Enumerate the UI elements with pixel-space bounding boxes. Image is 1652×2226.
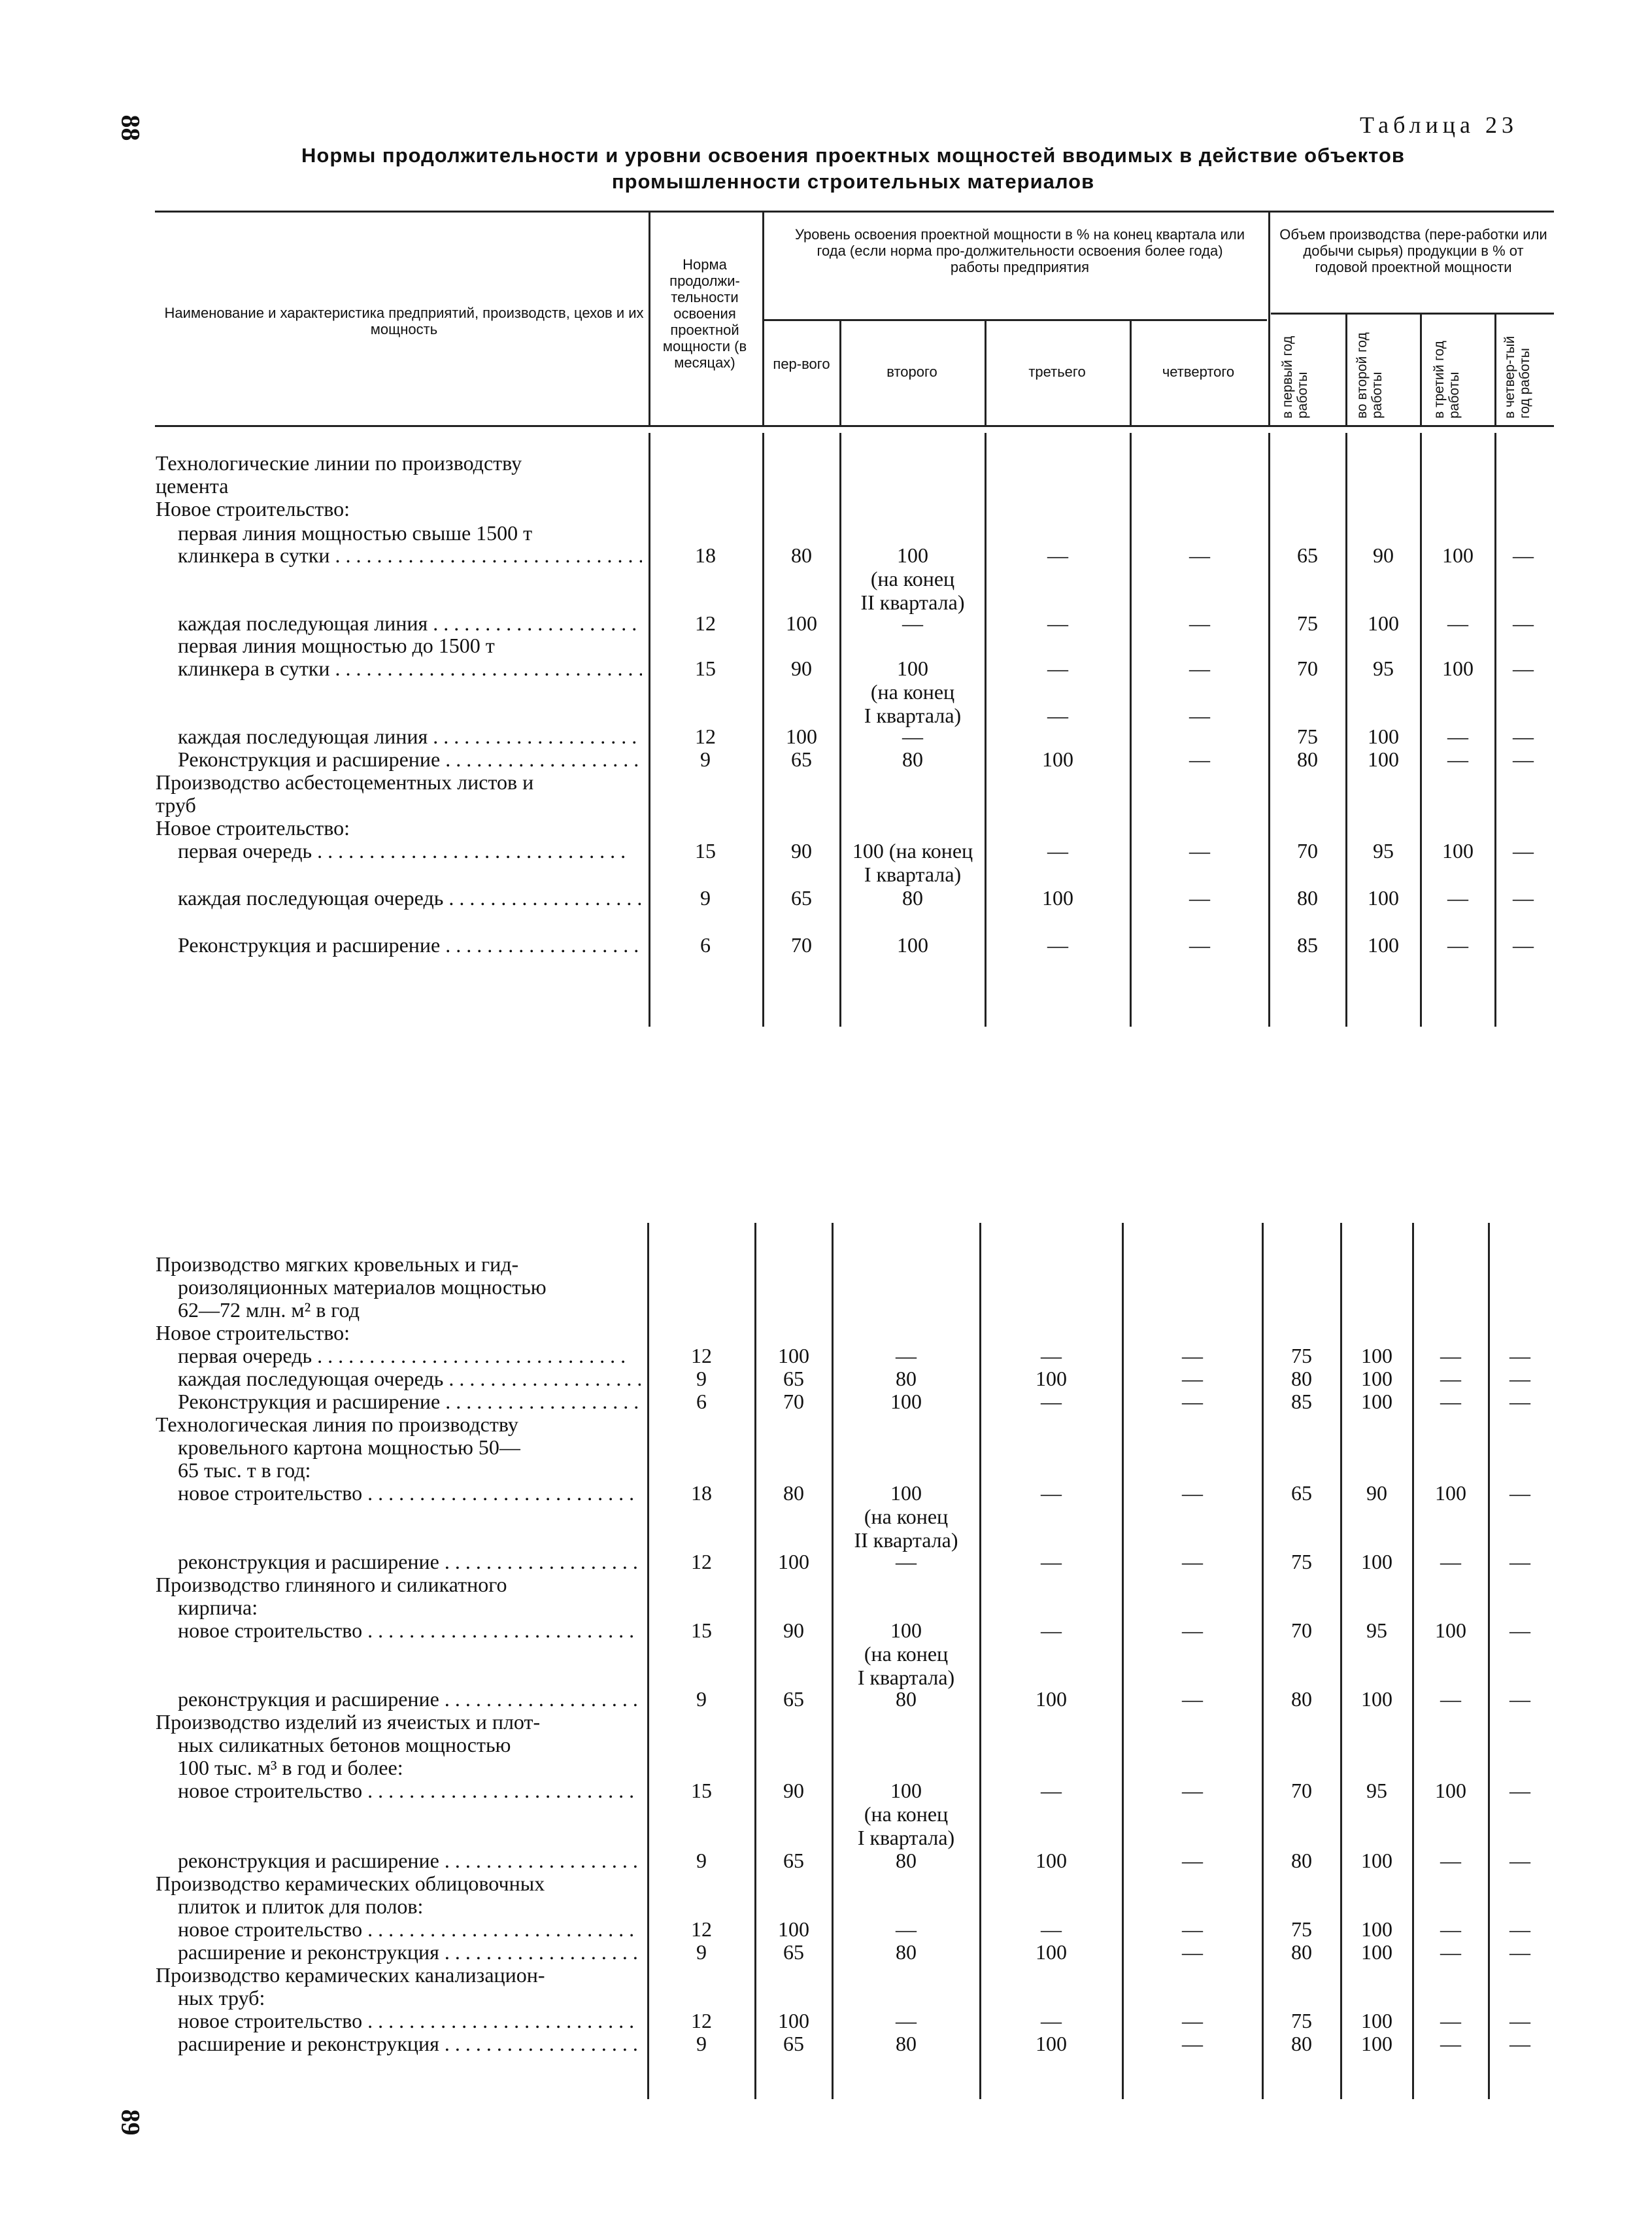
cell-dur: 9 — [700, 886, 711, 910]
cell-v3: 100 — [1442, 657, 1474, 680]
row-name: первая очередь . . . — [178, 1344, 641, 1367]
cell-c1: 100 — [778, 1917, 809, 1941]
cell-v1: 80 — [1291, 1367, 1312, 1390]
cell-dur: 9 — [696, 1367, 707, 1390]
cell-dur: 6 — [696, 1390, 707, 1413]
cell-c3: 100 — [1042, 747, 1073, 771]
cell-v4: — — [1509, 1367, 1530, 1390]
cell-v3: — — [1447, 933, 1468, 957]
cell-dur: 15 — [695, 657, 716, 680]
cell-c3: 100 — [1036, 1367, 1067, 1390]
cell-v2: 100 — [1368, 886, 1399, 910]
cell-c2: 80 — [896, 1940, 917, 1964]
cell-c3: 100 — [1036, 2032, 1067, 2055]
row-name: кровельного картона мощностью 50— — [178, 1435, 520, 1459]
cell-v2: 95 — [1373, 657, 1394, 680]
table-row — [0, 793, 1652, 819]
cell-c2: 80 — [902, 747, 923, 771]
cell-v3: — — [1440, 1849, 1461, 1872]
table-row — [0, 1550, 1652, 1576]
table-row — [0, 1390, 1652, 1416]
cell-v1: 80 — [1291, 1687, 1312, 1711]
cell-c2: — — [896, 1917, 917, 1941]
header-volume-group: Объем производства (пере-работки или добычи сырья) продукции в % от годовой проектной мощности — [1279, 226, 1547, 275]
cell-c3: — — [1041, 1779, 1062, 1802]
cell-v4: — — [1509, 1390, 1530, 1413]
cell-v1: 70 — [1291, 1618, 1312, 1642]
row-name: реконструкция и расширение . . . — [178, 1550, 641, 1573]
cell-c1: 65 — [783, 1367, 804, 1390]
row-name: Технологические линии по производству — [156, 451, 522, 475]
row-name: цемента — [156, 474, 229, 498]
cell-v2: 100 — [1361, 1550, 1392, 1573]
header-third: третьего — [1028, 364, 1086, 380]
cell-c3: — — [1041, 1618, 1062, 1642]
table-row — [0, 1413, 1652, 1439]
table-row — [0, 1733, 1652, 1759]
cell-c2: 80 — [896, 1849, 917, 1872]
cell-c3: 100 — [1036, 1849, 1067, 1872]
cell-v4: — — [1513, 543, 1534, 567]
cell-v4: — — [1509, 1344, 1530, 1367]
table-row — [0, 451, 1652, 477]
cell-dur: 18 — [691, 1481, 712, 1505]
cell-v2: 100 — [1368, 747, 1399, 771]
cell-dur: 9 — [696, 1849, 707, 1872]
table-row — [0, 886, 1652, 912]
cell-c3: — — [1047, 839, 1068, 863]
header-second: второго — [886, 364, 937, 380]
cell-c2: 100 — [897, 933, 928, 957]
cell-v1: 75 — [1291, 1550, 1312, 1573]
table-row — [0, 474, 1652, 500]
cell-v3: 100 — [1435, 1618, 1466, 1642]
cell-c3: — — [1047, 543, 1068, 567]
cell-c2: 100 — [890, 1390, 922, 1413]
row-name: Производство глиняного и силикатного — [156, 1573, 507, 1596]
cell-v1: 85 — [1297, 933, 1318, 957]
row-name: первая очередь . . . — [178, 839, 642, 863]
cell-v4: — — [1513, 839, 1534, 863]
table-row — [0, 657, 1652, 727]
row-name: клинкера в сутки . . . — [178, 657, 642, 680]
cell-dur: 12 — [691, 2009, 712, 2032]
row-name: новое строительство . . . — [178, 2009, 641, 2032]
cell-c4: — — [1182, 1940, 1203, 1964]
header-first: пер-вого — [773, 356, 830, 372]
header-bottom-rule — [155, 425, 1554, 427]
cell-v1: 75 — [1291, 1917, 1312, 1941]
table-row — [0, 1894, 1652, 1921]
cell-c1: 70 — [791, 933, 812, 957]
table-row — [0, 1596, 1652, 1622]
table-row — [0, 1963, 1652, 1989]
cell-c4: — — [1182, 1344, 1203, 1367]
cell-c1: 80 — [783, 1481, 804, 1505]
cell-v2: 100 — [1368, 933, 1399, 957]
cell-v4: — — [1509, 2009, 1530, 2032]
cell-v4: — — [1509, 1550, 1530, 1573]
cell-dur: 9 — [696, 1940, 707, 1964]
cell-v1: 80 — [1291, 1849, 1312, 1872]
cell-c4: — — [1182, 1849, 1203, 1872]
cell-c4: — — [1189, 611, 1210, 635]
cell-c4: — — [1182, 1917, 1203, 1941]
cell-v2: 100 — [1361, 1367, 1392, 1390]
table-row — [0, 1252, 1652, 1278]
cell-v3: — — [1440, 1917, 1461, 1941]
header-year1: в первый год работы — [1280, 335, 1310, 419]
table-row — [0, 497, 1652, 523]
cell-v1: 80 — [1291, 2032, 1312, 2055]
cell-c1: 80 — [791, 543, 812, 567]
cell-c4: — — [1182, 1481, 1203, 1505]
cell-v2: 100 — [1361, 2032, 1392, 2055]
cell-c1: 90 — [791, 657, 812, 680]
cell-c4: — — [1182, 1687, 1203, 1711]
cell-v2: 100 — [1361, 1849, 1392, 1872]
table-row — [0, 1849, 1652, 1875]
page-number-bottom: 89 — [116, 2109, 146, 2136]
cell-v2: 95 — [1373, 839, 1394, 863]
cell-c1: 90 — [791, 839, 812, 863]
header-name: Наименование и характеристика предприятий, производств, цехов и их мощность — [164, 305, 644, 337]
cell-c2: 100 (на конец I квартала) — [852, 839, 973, 886]
table-row — [0, 1275, 1652, 1301]
cell-v4: — — [1509, 2032, 1530, 2055]
cell-v1: 85 — [1291, 1390, 1312, 1413]
cell-dur: 12 — [691, 1344, 712, 1367]
table-row — [0, 1618, 1652, 1689]
cell-c1: 65 — [783, 2032, 804, 2055]
cell-dur: 12 — [695, 611, 716, 635]
table-row — [0, 1367, 1652, 1393]
cell-dur: 6 — [700, 933, 711, 957]
cell-v3: — — [1440, 1390, 1461, 1413]
cell-c3: — — [1041, 1390, 1062, 1413]
header-year2: во второй год работы — [1355, 332, 1385, 419]
cell-v2: 100 — [1361, 1940, 1392, 1964]
header-mid-rule-right — [1271, 313, 1554, 315]
row-name: Производство керамических облицовочных — [156, 1872, 545, 1895]
row-name: реконструкция и расширение . . . — [178, 1687, 641, 1711]
row-name: клинкера в сутки . . . — [178, 543, 642, 567]
cell-c3: — — [1041, 1550, 1062, 1573]
table-row — [0, 2032, 1652, 2058]
cell-v1: 70 — [1297, 839, 1318, 863]
table-label: Таблица 23 — [1360, 112, 1518, 138]
table-row — [0, 2009, 1652, 2035]
table-title: Нормы продолжительности и уровни освоения проектных мощностей вводимых в действие объектов промышленности строительных материалов — [301, 144, 1405, 193]
cell-v4: — — [1509, 1481, 1530, 1505]
cell-v1: 65 — [1291, 1481, 1312, 1505]
row-name: первая линия мощностью свыше 1500 т — [178, 521, 533, 545]
row-name: труб — [156, 793, 196, 817]
cell-c4: — — [1189, 933, 1210, 957]
cell-v3: — — [1440, 1550, 1461, 1573]
cell-c3: 100 — [1036, 1687, 1067, 1711]
cell-c1: 65 — [791, 747, 812, 771]
cell-c3: — — [1041, 2009, 1062, 2032]
row-name: новое строительство . . . — [178, 1618, 641, 1642]
cell-c4: — — [1189, 747, 1210, 771]
cell-c3: 100 — [1042, 886, 1073, 910]
cell-c2: 100 (на конец II квартала) — [860, 543, 965, 614]
row-name: ных труб: — [178, 1986, 265, 2010]
cell-v3: — — [1440, 1687, 1461, 1711]
cell-c4: — — [1189, 886, 1210, 910]
header-top-rule — [155, 211, 1554, 213]
row-name: новое строительство . . . — [178, 1779, 641, 1802]
table-row — [0, 1573, 1652, 1599]
row-name: Производство керамических канализацион- — [156, 1963, 545, 1987]
cell-v3: 100 — [1435, 1481, 1466, 1505]
cell-c2: 80 — [896, 1367, 917, 1390]
cell-c2: — — [896, 1344, 917, 1367]
table-row — [0, 933, 1652, 959]
cell-c1: 90 — [783, 1618, 804, 1642]
row-name: реконструкция и расширение . . . — [178, 1849, 641, 1872]
cell-v2: 90 — [1373, 543, 1394, 567]
cell-v4: — — [1513, 725, 1534, 748]
row-name: расширение и реконструкция . . . — [178, 1940, 641, 1964]
cell-c4: — — [1189, 839, 1210, 863]
cell-c3: — — [1041, 1344, 1062, 1367]
table-row — [0, 1756, 1652, 1782]
cell-c4: — — [1182, 1367, 1203, 1390]
cell-c4: — — [1189, 543, 1210, 567]
cell-c1: 90 — [783, 1779, 804, 1802]
cell-c2: 80 — [896, 1687, 917, 1711]
cell-dur: 18 — [695, 543, 716, 567]
cell-v1: 65 — [1297, 543, 1318, 567]
cell-dur: 15 — [695, 839, 716, 863]
cell-dur: 9 — [696, 2032, 707, 2055]
cell-v1: 80 — [1291, 1940, 1312, 1964]
table-row — [0, 1779, 1652, 1849]
cell-dur: 9 — [696, 1687, 707, 1711]
table-row — [0, 816, 1652, 842]
row-name: плиток и плиток для полов: — [178, 1894, 424, 1918]
cell-c3: 100 — [1036, 1940, 1067, 1964]
cell-v4: — — [1509, 1940, 1530, 1964]
row-name: первая линия мощностью до 1500 т — [178, 634, 495, 657]
row-name: ных силикатных бетонов мощностью — [178, 1733, 511, 1756]
row-name: 62—72 млн. м² в год — [178, 1298, 360, 1322]
header-fourth: четвертого — [1162, 364, 1235, 380]
row-name: 65 тыс. т в год: — [178, 1458, 311, 1482]
cell-c3: — — [1041, 1481, 1062, 1505]
cell-v3: — — [1440, 2009, 1461, 2032]
cell-v1: 75 — [1297, 611, 1318, 635]
cell-c1: 65 — [791, 886, 812, 910]
page-number-top: 88 — [116, 114, 146, 141]
cell-c1: 100 — [778, 1550, 809, 1573]
cell-v3: — — [1447, 725, 1468, 748]
cell-c3: — — — [1047, 657, 1068, 727]
table-row — [0, 1872, 1652, 1898]
cell-dur: 12 — [691, 1550, 712, 1573]
cell-v1: 75 — [1291, 2009, 1312, 2032]
cell-c1: 100 — [778, 2009, 809, 2032]
row-name: Производство мягких кровельных и гид- — [156, 1252, 519, 1276]
cell-c2: 100 (на конец I квартала) — [857, 1618, 955, 1689]
cell-c1: 70 — [783, 1390, 804, 1413]
row-name: каждая последующая очередь . . . — [178, 886, 642, 910]
table-row — [0, 1481, 1652, 1552]
header-duration: Норма продолжи-тельности освоения проектной мощности (в месяцах) — [662, 256, 747, 371]
header-year4: в четвер-тый год работы — [1502, 335, 1532, 419]
cell-dur: 15 — [691, 1779, 712, 1802]
table-row — [0, 1687, 1652, 1713]
cell-v1: 70 — [1291, 1779, 1312, 1802]
cell-v2: 100 — [1361, 2009, 1392, 2032]
cell-c2: 80 — [896, 2032, 917, 2055]
cell-c4: — — [1182, 1779, 1203, 1802]
row-name: 100 тыс. м³ в год и более: — [178, 1756, 403, 1779]
cell-c1: 100 — [786, 611, 817, 635]
cell-v4: — — [1509, 1618, 1530, 1642]
table-row — [0, 1321, 1652, 1347]
cell-c3: — — [1047, 611, 1068, 635]
cell-c2: 80 — [902, 886, 923, 910]
cell-v4: — — [1513, 747, 1534, 771]
row-name: каждая последующая очередь . . . — [178, 1367, 641, 1390]
cell-v2: 95 — [1366, 1779, 1387, 1802]
cell-v3: — — [1440, 1367, 1461, 1390]
cell-c4: — — [1182, 1550, 1203, 1573]
cell-v2: 100 — [1361, 1344, 1392, 1367]
row-name: новое строительство . . . — [178, 1481, 641, 1505]
cell-v2: 90 — [1366, 1481, 1387, 1505]
row-name: расширение и реконструкция . . . — [178, 2032, 641, 2055]
cell-v3: 100 — [1442, 543, 1474, 567]
cell-c4: — — [1182, 1390, 1203, 1413]
cell-dur: 12 — [691, 1917, 712, 1941]
cell-c4: — — — [1189, 657, 1210, 727]
header-year3: в третий год работы — [1432, 341, 1462, 419]
cell-v4: — — [1513, 933, 1534, 957]
cell-v1: 70 — [1297, 657, 1318, 680]
cell-c1: 65 — [783, 1849, 804, 1872]
row-name: каждая последующая линия . . . — [178, 611, 642, 635]
cell-v3: — — [1447, 747, 1468, 771]
cell-v1: 80 — [1297, 747, 1318, 771]
row-name: Производство изделий из ячеистых и плот- — [156, 1710, 541, 1734]
cell-c2: 100 (на конец I квартала) — [864, 657, 962, 727]
cell-v4: — — [1513, 886, 1534, 910]
cell-v2: 100 — [1361, 1390, 1392, 1413]
cell-v3: — — [1440, 1940, 1461, 1964]
cell-v3: — — [1440, 2032, 1461, 2055]
row-name: Производство асбестоцементных листов и — [156, 770, 534, 794]
row-name: Реконструкция и расширение . . . — [178, 933, 642, 957]
row-name: кирпича: — [178, 1596, 258, 1619]
cell-v3: 100 — [1442, 839, 1474, 863]
table-row — [0, 747, 1652, 774]
cell-c2: — — [896, 1550, 917, 1573]
row-name: Технологическая линия по производству — [156, 1413, 518, 1436]
cell-c1: 65 — [783, 1940, 804, 1964]
table-row — [0, 1940, 1652, 1966]
cell-v2: 100 — [1361, 1687, 1392, 1711]
cell-c4: — — [1182, 2032, 1203, 2055]
table-row — [0, 1298, 1652, 1324]
cell-v3: — — [1447, 886, 1468, 910]
cell-v2: 100 — [1361, 1917, 1392, 1941]
cell-v4: — — [1513, 657, 1534, 680]
cell-v1: 75 — [1291, 1344, 1312, 1367]
cell-v4: — — [1509, 1687, 1530, 1711]
cell-dur: 9 — [700, 747, 711, 771]
row-name: новое строительство . . . — [178, 1917, 641, 1941]
cell-v2: 100 — [1368, 725, 1399, 748]
cell-v4: — — [1513, 611, 1534, 635]
cell-v3: 100 — [1435, 1779, 1466, 1802]
row-name: Новое строительство: — [156, 497, 350, 521]
cell-c1: 100 — [778, 1344, 809, 1367]
cell-v2: 95 — [1366, 1618, 1387, 1642]
table-row — [0, 839, 1652, 886]
row-name: каждая последующая линия . . . — [178, 725, 642, 748]
table-row — [0, 1917, 1652, 1943]
cell-c1: 100 — [786, 725, 817, 748]
cell-v4: — — [1509, 1849, 1530, 1872]
table-row — [0, 1710, 1652, 1736]
cell-c2: — — [902, 725, 923, 748]
cell-dur: 12 — [695, 725, 716, 748]
cell-v3: — — [1447, 611, 1468, 635]
cell-c3: — — [1047, 933, 1068, 957]
table-row — [0, 1435, 1652, 1462]
table-row — [0, 1986, 1652, 2012]
cell-v2: 100 — [1368, 611, 1399, 635]
table-row — [0, 1344, 1652, 1370]
cell-v4: — — [1509, 1779, 1530, 1802]
cell-dur: 15 — [691, 1618, 712, 1642]
table-row — [0, 1458, 1652, 1484]
cell-c1: 65 — [783, 1687, 804, 1711]
row-name: роизоляционных материалов мощностью — [178, 1275, 547, 1299]
cell-v1: 80 — [1297, 886, 1318, 910]
cell-v4: — — [1509, 1917, 1530, 1941]
table-row — [0, 634, 1652, 660]
cell-c3: — — [1041, 1917, 1062, 1941]
cell-c2: — — [896, 2009, 917, 2032]
cell-v3: — — [1440, 1344, 1461, 1367]
row-name: Новое строительство: — [156, 816, 350, 840]
cell-c2: 100 (на конец II квартала) — [854, 1481, 958, 1552]
cell-c2: — — [902, 611, 923, 635]
table-row — [0, 725, 1652, 751]
cell-v1: 75 — [1297, 725, 1318, 748]
table-row — [0, 543, 1652, 614]
cell-c4: — — [1182, 1618, 1203, 1642]
header-level-group: Уровень освоения проектной мощности в % на конец квартала или года (если норма про-должительности освоения более года) работы предприятия — [794, 226, 1245, 275]
cell-c4: — — [1182, 2009, 1203, 2032]
cell-c2: 100 (на конец I квартала) — [857, 1779, 955, 1849]
row-name: Новое строительство: — [156, 1321, 350, 1344]
row-name: Реконструкция и расширение . . . — [178, 747, 642, 771]
row-name: Реконструкция и расширение . . . — [178, 1390, 641, 1413]
table-row — [0, 770, 1652, 796]
